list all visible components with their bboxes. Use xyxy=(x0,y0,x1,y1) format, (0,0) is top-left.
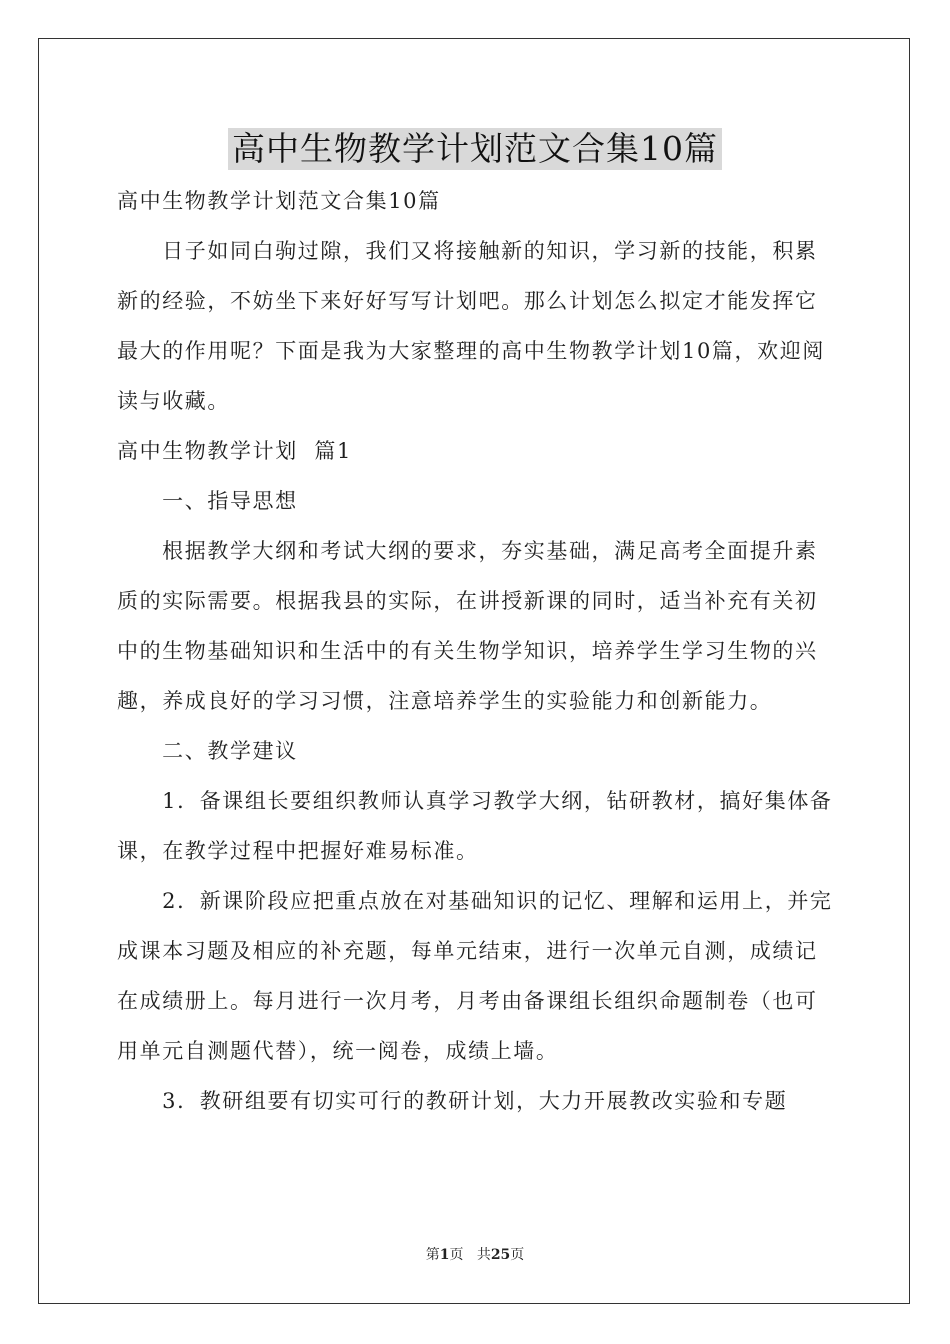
total-prefix: 共 xyxy=(476,1247,491,1263)
item-3-line: 3．教研组要有切实可行的教研计划，大力开展教改实验和专题 xyxy=(162,1089,788,1113)
item-1-line: 1．备课组长要组织教师认真学习教学大纲，钻研教材，搞好集 xyxy=(162,789,788,813)
guiding-line: 物的兴趣，养成良好的学习习惯，注意培养学生的实验能力和创新能 xyxy=(117,639,818,713)
item-3-paragraph xyxy=(117,1076,839,1126)
item-2-line: 并完成课本习题及相应的补充题，每单元结束，进行一次单元自测， xyxy=(117,889,833,963)
title-wrap xyxy=(0,128,950,170)
heading-guiding: 一、指导思想 xyxy=(162,489,298,513)
guiding-line: 关初中的生物基础知识和生活中的有关生物学知识，培养学生学习生 xyxy=(117,589,818,663)
guiding-line: 力。 xyxy=(727,689,773,713)
item-2-line: 卷（也可用单元自测题代替），统一阅卷，成绩上墙。 xyxy=(117,989,818,1063)
item-2-line: 成绩记在成绩册上。每月进行一次月考，月考由备课组长组织命题制 xyxy=(117,939,818,1013)
guiding-paragraph xyxy=(117,526,839,726)
item-2-line: 2．新课阶段应把重点放在对基础知识的记忆、理解和运用上， xyxy=(162,889,788,913)
item-1-line: 体备课，在教学过程中把握好难易标准。 xyxy=(117,789,833,863)
page-footer xyxy=(0,1244,950,1264)
intro-line: 日子如同白驹过隙，我们又将接触新的知识，学习新的技能，积 xyxy=(162,239,795,263)
page-prefix: 第 xyxy=(425,1247,440,1263)
page-suffix: 页 xyxy=(449,1247,464,1263)
total-pages: 25 xyxy=(490,1247,511,1263)
intro-paragraph xyxy=(117,226,839,426)
intro-line: 欢迎阅读与收藏。 xyxy=(117,339,825,413)
item-1-paragraph xyxy=(117,776,839,876)
document-body xyxy=(117,176,839,1126)
intro-line: 挥它最大的作用呢？下面是我为大家整理的高中生物教学计划10篇， xyxy=(117,289,818,363)
document-subtitle: 高中生物教学计划范文合集10篇 xyxy=(117,189,441,213)
intro-line: 累新的经验，不妨坐下来好好写写计划吧。那么计划怎么拟定才能发 xyxy=(117,239,818,313)
document-title: 高中生物教学计划范文合集10篇 xyxy=(228,128,722,170)
heading-suggestions: 二、教学建议 xyxy=(162,739,298,763)
guiding-line: 根据教学大纲和考试大纲的要求，夯实基础，满足高考全面提升 xyxy=(162,539,795,563)
item-2-paragraph xyxy=(117,876,839,1076)
guiding-line: 素质的实际需要。根据我县的实际，在讲授新课的同时，适当补充有 xyxy=(117,539,818,613)
total-suffix: 页 xyxy=(510,1247,525,1263)
section-heading: 高中生物教学计划 篇1 xyxy=(117,439,352,463)
page-number: 1 xyxy=(439,1247,450,1263)
